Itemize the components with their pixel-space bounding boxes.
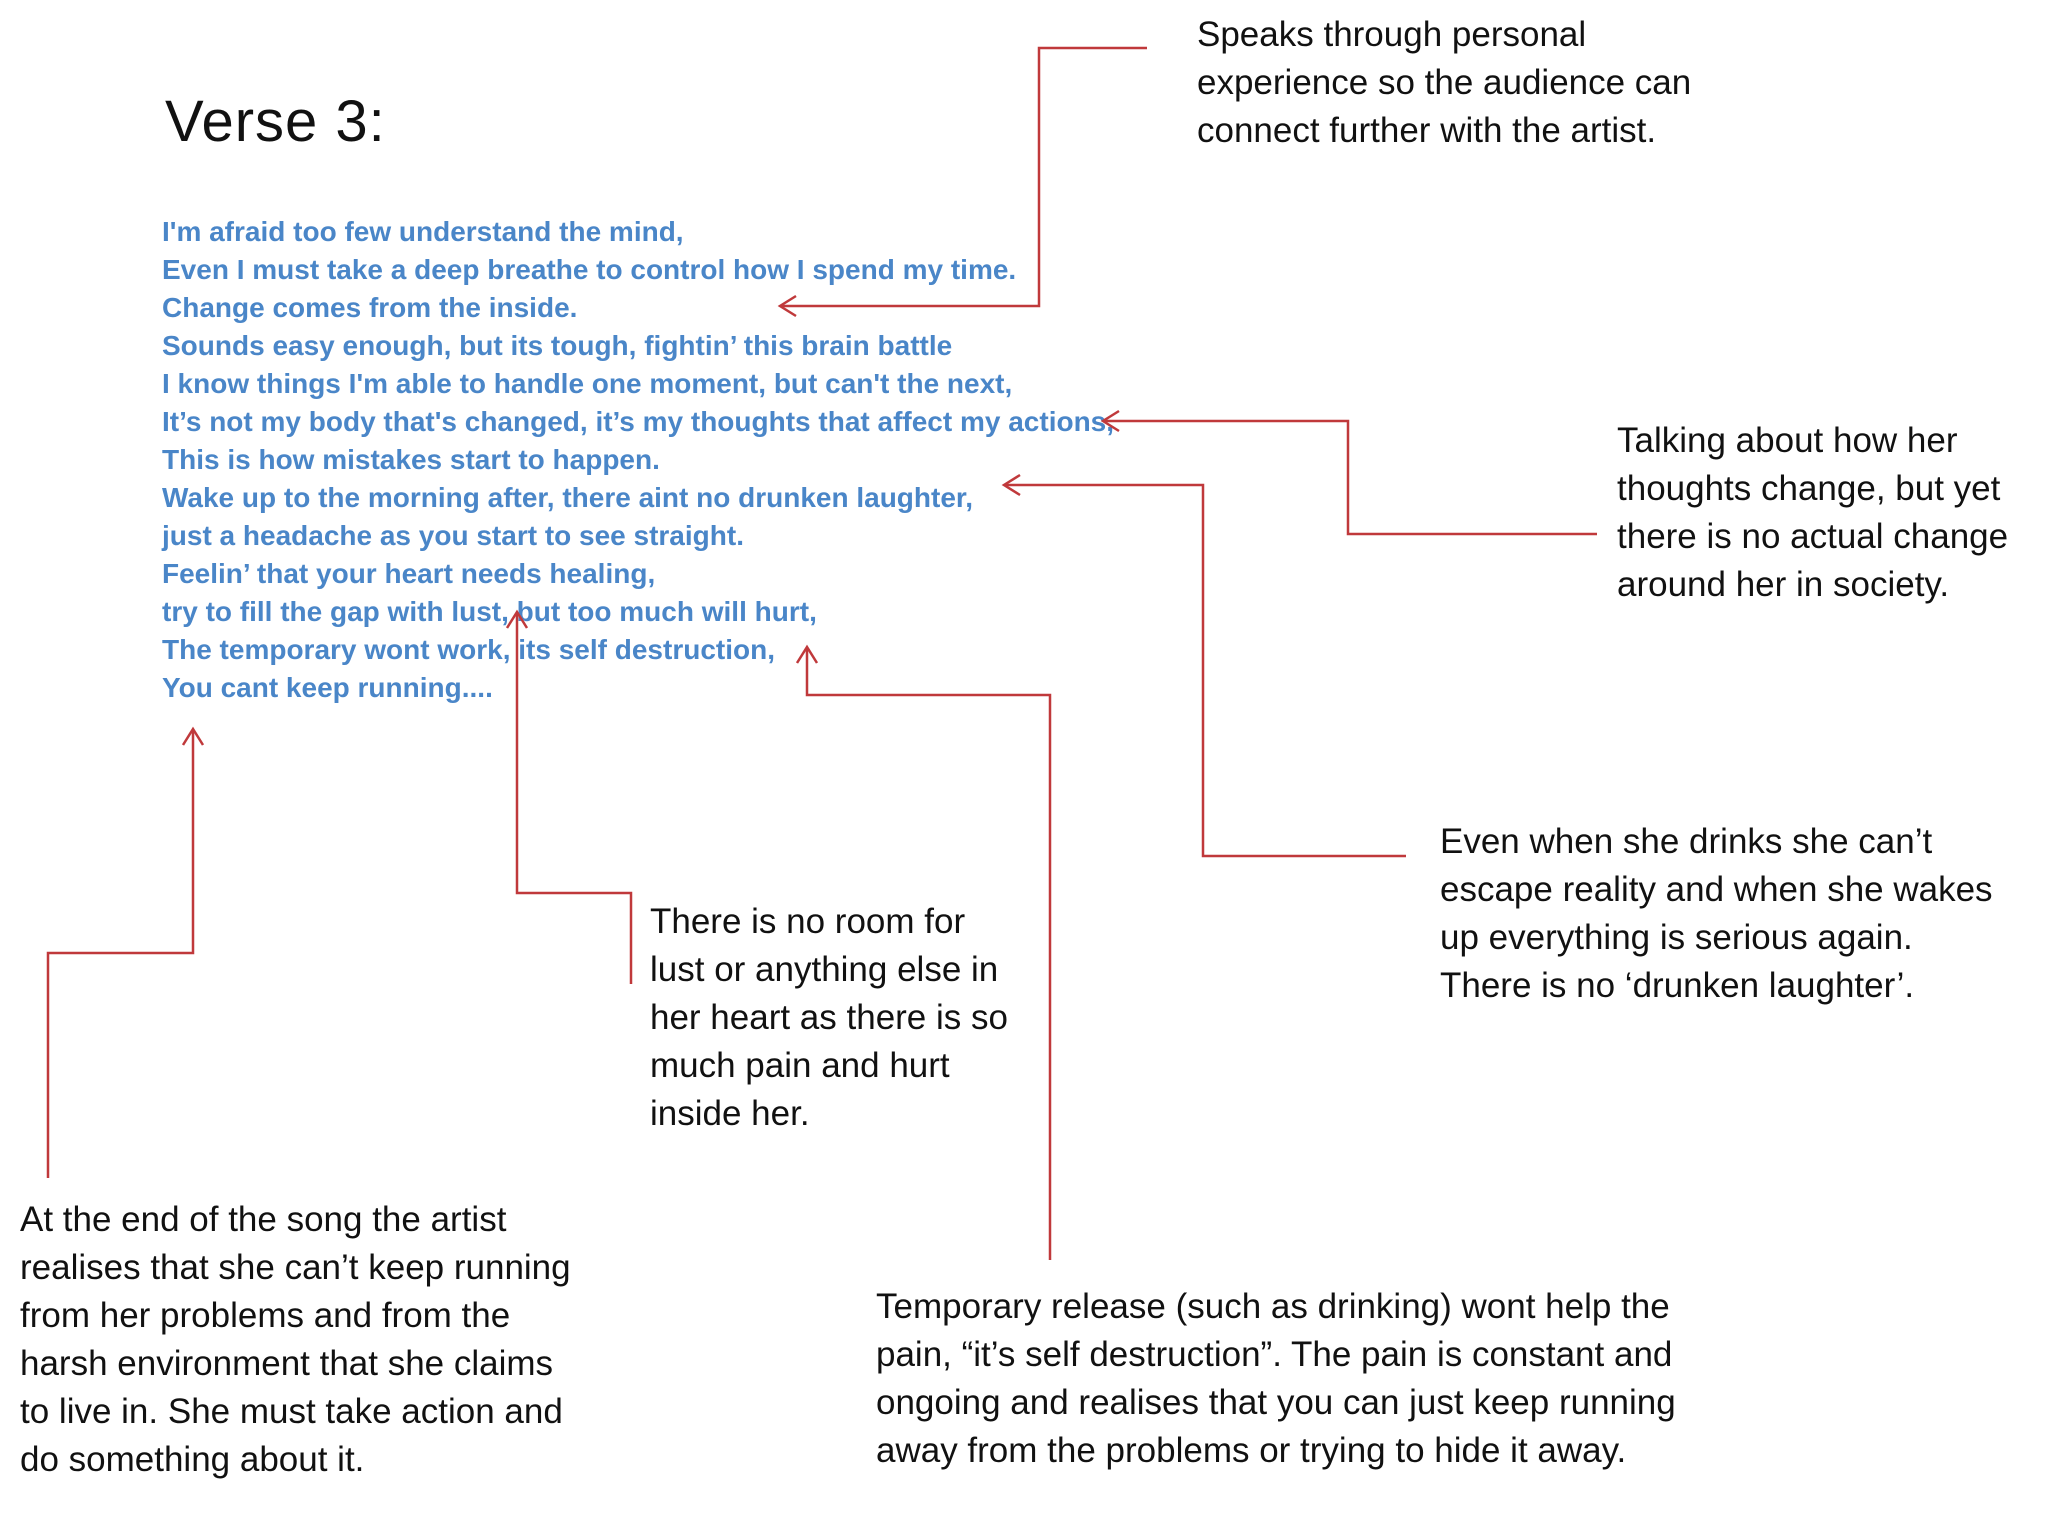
lyric-line: Even I must take a deep breathe to control how I spend my time. (162, 254, 1017, 285)
lyric-line: just a headache as you start to see straight. (162, 520, 744, 551)
arrow-end-of-song (48, 729, 193, 1178)
arrow-thoughts-change (1103, 421, 1597, 534)
annotation-thoughts-change: Talking about how her thoughts change, but yet there is no actual change around her in society. (1617, 421, 2009, 604)
lyric-line: I'm afraid too few understand the mind, (162, 216, 684, 247)
arrowhead-end-of-song (183, 729, 203, 745)
annotation-no-room-for-lust: There is no room for lust or anything else in her heart as there is so much pain and hurt inside her. (650, 902, 1008, 1133)
lyric-line: try to fill the gap with lust, but too much will hurt, (162, 596, 817, 627)
lyric-line: Feelin’ that your heart needs healing, (162, 558, 656, 589)
annotation-personal-experience: Speaks through personal experience so the audience can connect further with the artist. (1197, 15, 1692, 150)
lyric-line: The temporary wont work, its self destruction, (162, 634, 775, 665)
annotation-end-of-song: At the end of the song the artist realises that she can’t keep running from her problems and from the harsh environment that she claims to live in. She must take action and do something about it. (20, 1200, 571, 1479)
lyric-line: Wake up to the morning after, there aint no drunken laughter, (162, 482, 974, 513)
lyric-line: Sounds easy enough, but its tough, fightin’ this brain battle (162, 330, 953, 361)
annotation-drunken-laughter: Even when she drinks she can’t escape reality and when she wakes up everything is serious again. There is no ‘drunken laughter’. (1440, 822, 1993, 1005)
annotation-temporary-release: Temporary release (such as drinking) wont help the pain, “it’s self destruction”. The pain is constant and ongoing and realises that you can just keep running away from the problems or trying to hide it away. (876, 1287, 1676, 1470)
lyric-line: This is how mistakes start to happen. (162, 444, 660, 475)
lyric-line: You cant keep running.... (162, 672, 493, 703)
lyric-line: Change comes from the inside. (162, 292, 578, 323)
lyric-line: It’s not my body that's changed, it’s my thoughts that affect my actions, (162, 406, 1115, 437)
page-title: Verse 3: (165, 89, 386, 154)
lyrics-block (162, 213, 1114, 707)
lyric-line: I know things I'm able to handle one moment, but can't the next, (162, 368, 1013, 399)
